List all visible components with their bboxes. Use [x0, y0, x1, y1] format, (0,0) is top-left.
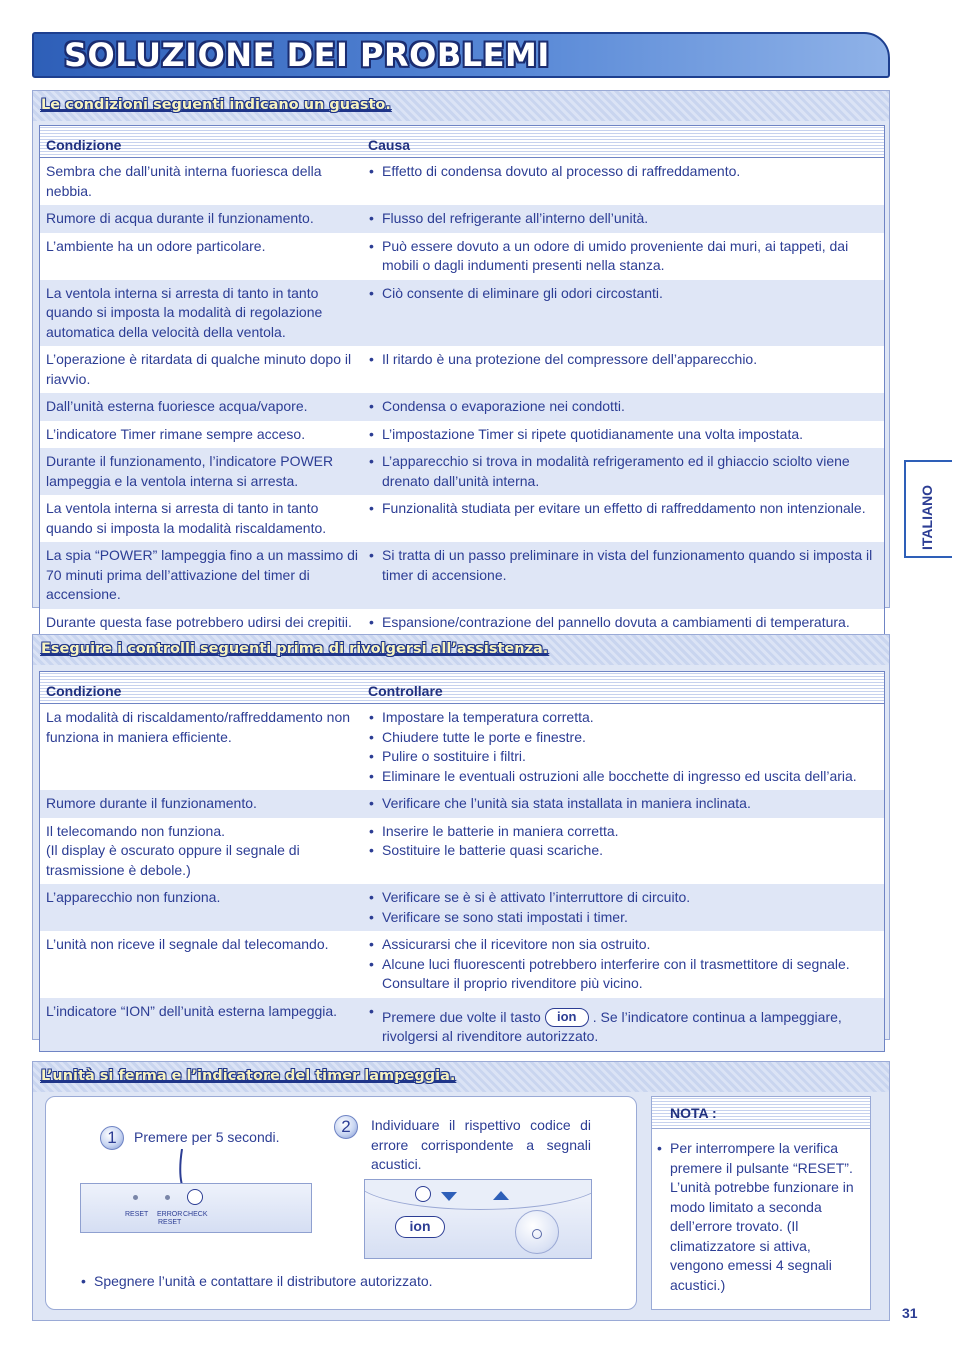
- remote-display: [364, 1179, 592, 1210]
- table-row: [40, 790, 884, 818]
- cause-cell: [368, 233, 884, 280]
- table-row: [40, 609, 884, 637]
- cause-cell: [368, 495, 884, 542]
- cause-item: • Il ritardo è una protezione del compressore dell’apparecchio.: [368, 350, 878, 370]
- check-item: • Impostare la temperatura corretta.: [368, 708, 878, 728]
- table-header: [40, 672, 884, 704]
- table-row: [40, 280, 884, 347]
- header-condition: Condizione: [46, 683, 122, 699]
- table-row: [40, 884, 884, 931]
- check-item: • Eliminare le eventuali ostruzioni alle bocchette di ingresso ed uscita dell’aria.: [368, 767, 878, 787]
- check-item: • Verificare se è si è attivato l’interruttore di circuito.: [368, 888, 878, 908]
- error-led-icon: [165, 1195, 170, 1200]
- table-row: [40, 998, 884, 1051]
- section-guasto: [32, 90, 890, 630]
- ion-button-icon: ion: [545, 1008, 589, 1027]
- indoor-unit-panel: [80, 1183, 312, 1233]
- check-item: • Verificare se sono stati impostati i timer.: [368, 908, 878, 928]
- reset-led-icon: [133, 1195, 138, 1200]
- step-1-badge: 1: [100, 1126, 124, 1150]
- cause-item: • Si tratta di un passo preliminare in vista del funzionamento quando si imposta il timer di accensione.: [368, 546, 878, 585]
- page-title: SOLUZIONE DEI PROBLEMI: [64, 36, 550, 74]
- table-row: [40, 205, 884, 233]
- section-header: [33, 635, 889, 665]
- nota-title: NOTA :: [670, 1105, 717, 1121]
- nota-text: • Per interrompere la verifica premere il pulsante “RESET”. L’unità potrebbe funzionare in modo limitato a seconda dell’errore trovato. (Il climatizzatore si attiva, vengono emessi 4 segnali acustici.): [656, 1139, 868, 1295]
- up-arrow-icon[interactable]: [493, 1191, 509, 1200]
- cause-cell: [368, 346, 884, 393]
- condition-cell: Dall’unità esterna fuoriesce acqua/vapore.: [46, 398, 308, 414]
- check-cell: [368, 998, 884, 1051]
- step-1-text: Premere per 5 secondi.: [134, 1129, 280, 1145]
- table-row: [40, 448, 884, 495]
- table-row: [40, 346, 884, 393]
- cause-cell: [368, 609, 884, 637]
- check-text-after: . Se l’indicatore continua a lampeggiare, rivolgersi al rivenditore autorizzato.: [382, 1008, 842, 1045]
- cause-cell: [368, 393, 884, 421]
- cause-cell: [368, 280, 884, 347]
- condition-cell: L’unità non riceve il segnale dal telecomando.: [46, 936, 329, 952]
- check-item: [368, 1002, 878, 1047]
- header-cause: Causa: [368, 137, 411, 153]
- condition-cell: Sembra che dall’unità interna fuoriesca della nebbia.: [46, 163, 322, 199]
- step-2-text: Individuare il rispettivo codice di errore corrispondente a segnali acustici.: [371, 1117, 591, 1172]
- remote-control-illustration: [364, 1179, 592, 1259]
- check-button[interactable]: [415, 1186, 431, 1202]
- table-row: [40, 233, 884, 280]
- troubleshooting-table: [39, 125, 885, 637]
- table-row: [40, 158, 884, 205]
- table-body: [40, 158, 884, 636]
- table-body: [40, 704, 884, 1051]
- check-item: • Pulire o sostituire i filtri.: [368, 747, 878, 767]
- language-tab: [904, 460, 952, 558]
- condition-cell: La ventola interna si arresta di tanto in tanto quando si imposta la modalità di regolazione automatica della velocità della ventola.: [46, 284, 323, 340]
- condition-cell: L’indicatore “ION” dell’unità esterna lampeggia.: [46, 1002, 338, 1019]
- header-check: Controllare: [368, 683, 443, 699]
- check-cell: [368, 790, 884, 818]
- condition-cell: La ventola interna si arresta di tanto in tanto quando si imposta la modalità riscaldamento.: [46, 500, 327, 536]
- section-title: Eseguire i controlli seguenti prima di rivolgersi all’assistenza.: [41, 641, 549, 657]
- check-button[interactable]: [187, 1189, 203, 1205]
- condition-cell: L’indicatore Timer rimane sempre acceso.: [46, 425, 306, 442]
- check-item: • Sostituire le batterie quasi scariche.: [368, 841, 878, 861]
- check-item: • Verificare che l’unità sia stata installata in maniera inclinata.: [368, 794, 878, 814]
- cause-item: • Espansione/contrazione del pannello dovuta a cambiamenti di temperatura.: [368, 613, 878, 633]
- table-row: [40, 393, 884, 421]
- section-header: [33, 91, 889, 121]
- procedure-box: [45, 1096, 637, 1310]
- condition-cell: Rumore di acqua durante il funzionamento.: [46, 210, 314, 226]
- condition-cell: La spia “POWER” lampeggia fino a un massimo di 70 minuti prima dell’attivazione del timer di accensione.: [46, 547, 359, 602]
- cause-item: • Può essere dovuto a un odore di umido proveniente dai muri, ai tappeti, dai mobili o dagli indumenti presenti nella stanza.: [368, 237, 878, 276]
- check-label: CHECK: [183, 1211, 208, 1218]
- down-arrow-icon[interactable]: [441, 1192, 457, 1201]
- check-text-before: Premere due volte il tasto: [382, 1008, 541, 1025]
- check-item: • Inserire le batterie in maniera corretta.: [368, 822, 878, 842]
- section-header: [33, 1062, 889, 1092]
- condition-cell: La modalità di riscaldamento/raffreddamento non funziona in maniera efficiente.: [46, 709, 351, 745]
- power-button[interactable]: [515, 1210, 559, 1254]
- condition-cell: L’apparecchio non funziona.: [46, 889, 221, 905]
- check-cell: [368, 931, 884, 998]
- condition-cell: L’ambiente ha un odore particolare.: [46, 237, 266, 254]
- condition-cell: Durante questa fase potrebbero udirsi dei crepitii.: [46, 613, 352, 630]
- check-cell: [368, 884, 884, 931]
- reset-label: RESET: [125, 1211, 149, 1218]
- cause-cell: [368, 205, 884, 233]
- section-controlli: [32, 634, 890, 1045]
- section-title: Le condizioni seguenti indicano un guasto.: [41, 97, 391, 113]
- condition-cell: Il telecomando non funziona. (Il display è oscurato oppure il segnale di trasmissione è debole.): [46, 822, 300, 878]
- section-timer-lampeggia: [32, 1061, 890, 1321]
- cause-item: • Flusso del refrigerante all’interno dell’unità.: [368, 209, 878, 229]
- section-title: L’unità si ferma e l’indicatore del timer lampeggia.: [41, 1068, 456, 1084]
- cause-item: • L’apparecchio si trova in modalità refrigeramento ed il ghiaccio sciolto viene drenato dall’unità interna.: [368, 452, 878, 491]
- error-reset-label: ERROR RESET: [157, 1211, 183, 1226]
- cause-cell: [368, 542, 884, 609]
- condition-cell: Rumore durante il funzionamento.: [46, 795, 257, 811]
- page-number: 31: [902, 1305, 918, 1321]
- table-row: [40, 931, 884, 998]
- check-item: • Assicurarsi che il ricevitore non sia ostruito.: [368, 935, 878, 955]
- power-icon: [532, 1229, 542, 1239]
- table-row: [40, 495, 884, 542]
- table-row: [40, 818, 884, 885]
- cause-item: • Funzionalità studiata per evitare un effetto di raffreddamento non intenzionale.: [368, 499, 878, 519]
- check-item: • Alcune luci fluorescenti potrebbero interferire con il trasmettitore di segnale. Consultare il proprio rivenditore più vicino.: [368, 955, 878, 994]
- nota-box: [651, 1096, 871, 1310]
- table-row: [40, 542, 884, 609]
- cause-item: • Ciò consente di eliminare gli odori circostanti.: [368, 284, 878, 304]
- cause-item: • Effetto di condensa dovuto al processo di raffreddamento.: [368, 162, 878, 182]
- check-cell: [368, 818, 884, 885]
- cause-cell: [368, 421, 884, 449]
- condition-cell: Durante il funzionamento, l’indicatore POWER lampeggia e la ventola interna si arresta.: [46, 453, 334, 489]
- table-row: [40, 704, 884, 790]
- nota-header: [652, 1097, 870, 1129]
- cause-cell: [368, 448, 884, 495]
- step-2-badge: 2: [334, 1115, 358, 1139]
- header-condition: Condizione: [46, 137, 122, 153]
- bottom-instruction: • Spegnere l’unità e contattare il distributore autorizzato.: [80, 1273, 433, 1289]
- condition-cell: L’operazione è ritardata di qualche minuto dopo il riavvio.: [46, 351, 352, 387]
- cause-cell: [368, 158, 884, 205]
- cause-item: • Condensa o evaporazione nei condotti.: [368, 397, 878, 417]
- ion-button[interactable]: ion: [395, 1216, 445, 1238]
- cause-item: • L’impostazione Timer si ripete quotidianamente una volta impostata.: [368, 425, 878, 445]
- table-header: [40, 126, 884, 158]
- check-item: • Chiudere tutte le porte e finestre.: [368, 728, 878, 748]
- check-cell: [368, 704, 884, 790]
- language-label: ITALIANO: [919, 484, 935, 550]
- page-title-banner: [32, 32, 890, 78]
- table-row: [40, 421, 884, 449]
- checks-table: [39, 671, 885, 1052]
